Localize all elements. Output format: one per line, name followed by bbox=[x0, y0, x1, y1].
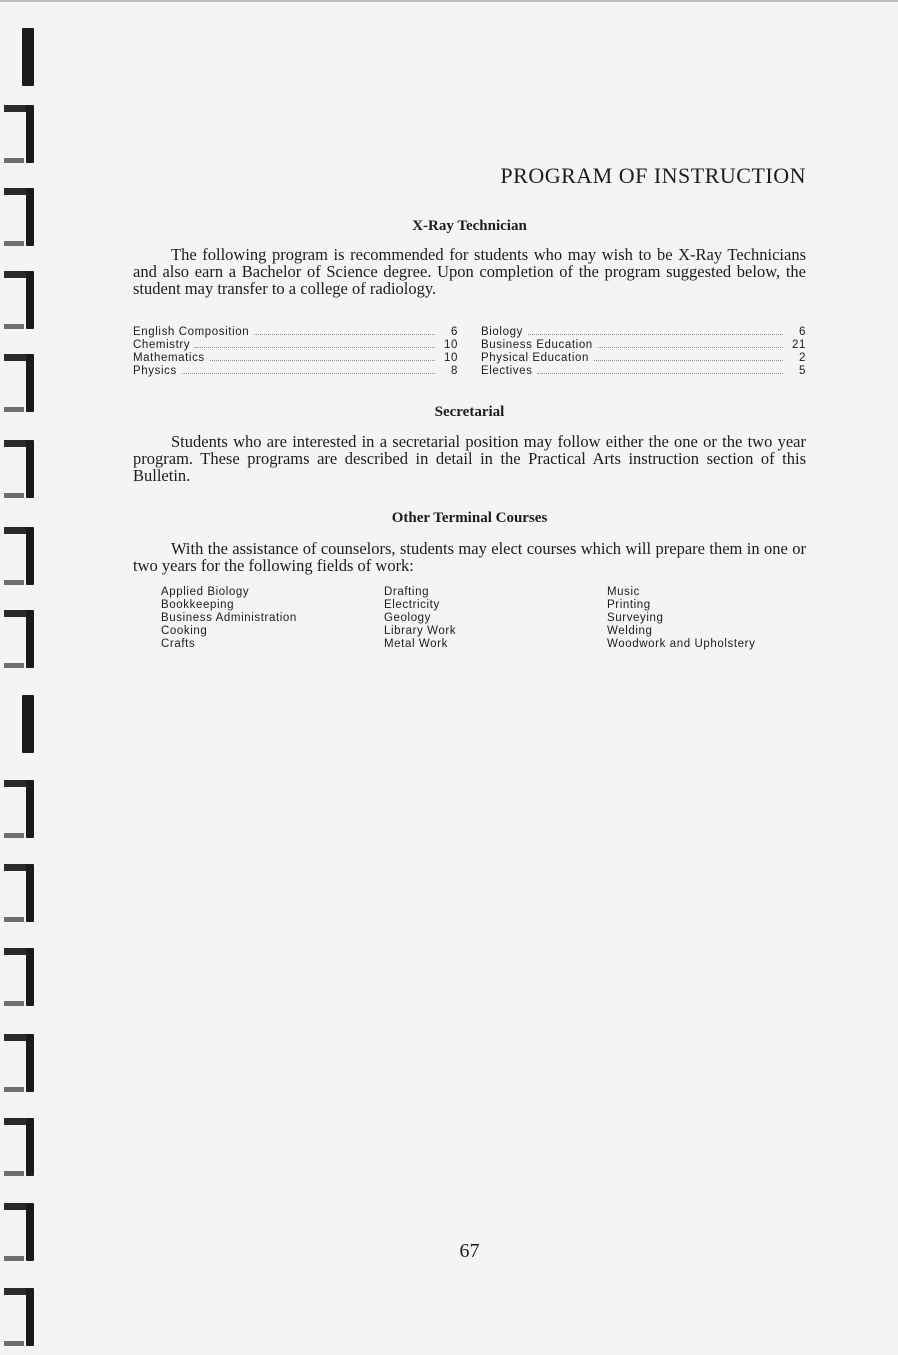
course-name: English Composition bbox=[133, 326, 250, 338]
binding-ring bbox=[4, 610, 40, 668]
course-units: 10 bbox=[444, 339, 458, 351]
page-heading: PROGRAM OF INSTRUCTION bbox=[500, 163, 806, 188]
field-item: Metal Work bbox=[384, 638, 448, 650]
binding-ring bbox=[4, 1288, 40, 1346]
fields-column bbox=[161, 586, 384, 651]
field-item: Geology bbox=[384, 612, 432, 624]
dot-leader bbox=[182, 372, 435, 374]
binding-ring bbox=[4, 780, 40, 838]
field-item: Welding bbox=[607, 625, 653, 637]
course-name: Mathematics bbox=[133, 352, 205, 364]
binding-ring bbox=[4, 271, 40, 329]
field-item: Crafts bbox=[161, 638, 196, 650]
field-item: Applied Biology bbox=[161, 586, 250, 598]
terminal-paragraph: With the assistance of counselors, students may elect courses which will prepare them in one or two years for the following fields of work: bbox=[133, 539, 806, 575]
course-name: Chemistry bbox=[133, 339, 191, 351]
xray-title: X-Ray Technician bbox=[412, 218, 527, 234]
course-name: Biology bbox=[481, 326, 523, 338]
binding-ring bbox=[4, 1203, 40, 1261]
fields-column bbox=[384, 586, 607, 651]
dot-leader bbox=[210, 359, 435, 361]
page-top-edge bbox=[0, 0, 898, 2]
field-item: Drafting bbox=[384, 586, 430, 598]
course-units: 6 bbox=[799, 326, 806, 338]
field-item: Electricity bbox=[384, 599, 440, 611]
field-item: Library Work bbox=[384, 625, 457, 637]
course-units: 21 bbox=[792, 339, 806, 351]
units-column-right bbox=[481, 326, 806, 378]
dot-leader bbox=[537, 372, 783, 374]
xray-paragraph: The following program is recommended for students who may wish to be X-Ray Technicians and also earn a Bachelor of Science degree. Upon completion of the program suggested below, the student may transfer to a college of radiology. bbox=[133, 245, 806, 298]
unit-row bbox=[133, 339, 458, 352]
field-item: Woodwork and Upholstery bbox=[607, 638, 756, 650]
binding-ring bbox=[4, 354, 40, 412]
course-units: 10 bbox=[444, 352, 458, 364]
binding-ring bbox=[4, 105, 40, 163]
course-name: Business Education bbox=[481, 339, 593, 351]
binding-ring bbox=[4, 1034, 40, 1092]
course-name: Electives bbox=[481, 365, 533, 377]
xray-units-table bbox=[133, 326, 806, 378]
units-column-left bbox=[133, 326, 458, 378]
field-item: Surveying bbox=[607, 612, 664, 624]
course-name: Physics bbox=[133, 365, 177, 377]
field-item: Printing bbox=[607, 599, 651, 611]
terminal-title: Other Terminal Courses bbox=[391, 510, 548, 526]
dot-leader bbox=[195, 346, 435, 348]
unit-row bbox=[133, 326, 458, 339]
unit-row bbox=[481, 326, 806, 339]
binding-ring bbox=[4, 1118, 40, 1176]
fields-column bbox=[607, 586, 755, 651]
page-number: 67 bbox=[459, 1240, 480, 1262]
secretarial-paragraph: Students who are interested in a secretarial position may follow either the one or the two year program. These programs are described in detail in the Practical Arts instruction section of this Bulletin. bbox=[133, 432, 806, 485]
course-units: 6 bbox=[451, 326, 458, 338]
dot-leader bbox=[594, 359, 783, 361]
course-units: 8 bbox=[451, 365, 458, 377]
dot-leader bbox=[254, 333, 435, 335]
secretarial-title: Secretarial bbox=[434, 404, 505, 420]
field-item: Business Administration bbox=[161, 612, 297, 624]
course-units: 2 bbox=[799, 352, 806, 364]
dot-leader bbox=[528, 333, 783, 335]
spiral-binding bbox=[0, 0, 60, 1355]
fields-of-work bbox=[161, 586, 806, 651]
unit-row bbox=[481, 365, 806, 378]
course-name: Physical Education bbox=[481, 352, 589, 364]
binding-ring bbox=[4, 188, 40, 246]
binding-ring bbox=[4, 28, 40, 86]
field-item: Cooking bbox=[161, 625, 208, 637]
field-item: Bookkeeping bbox=[161, 599, 235, 611]
binding-ring bbox=[4, 948, 40, 1006]
course-units: 5 bbox=[799, 365, 806, 377]
binding-ring bbox=[4, 864, 40, 922]
unit-row bbox=[481, 352, 806, 365]
unit-row bbox=[133, 352, 458, 365]
binding-ring bbox=[4, 527, 40, 585]
binding-ring bbox=[4, 695, 40, 753]
dot-leader bbox=[598, 346, 783, 348]
unit-row bbox=[133, 365, 458, 378]
unit-row bbox=[481, 339, 806, 352]
field-item: Music bbox=[607, 586, 641, 598]
binding-ring bbox=[4, 440, 40, 498]
